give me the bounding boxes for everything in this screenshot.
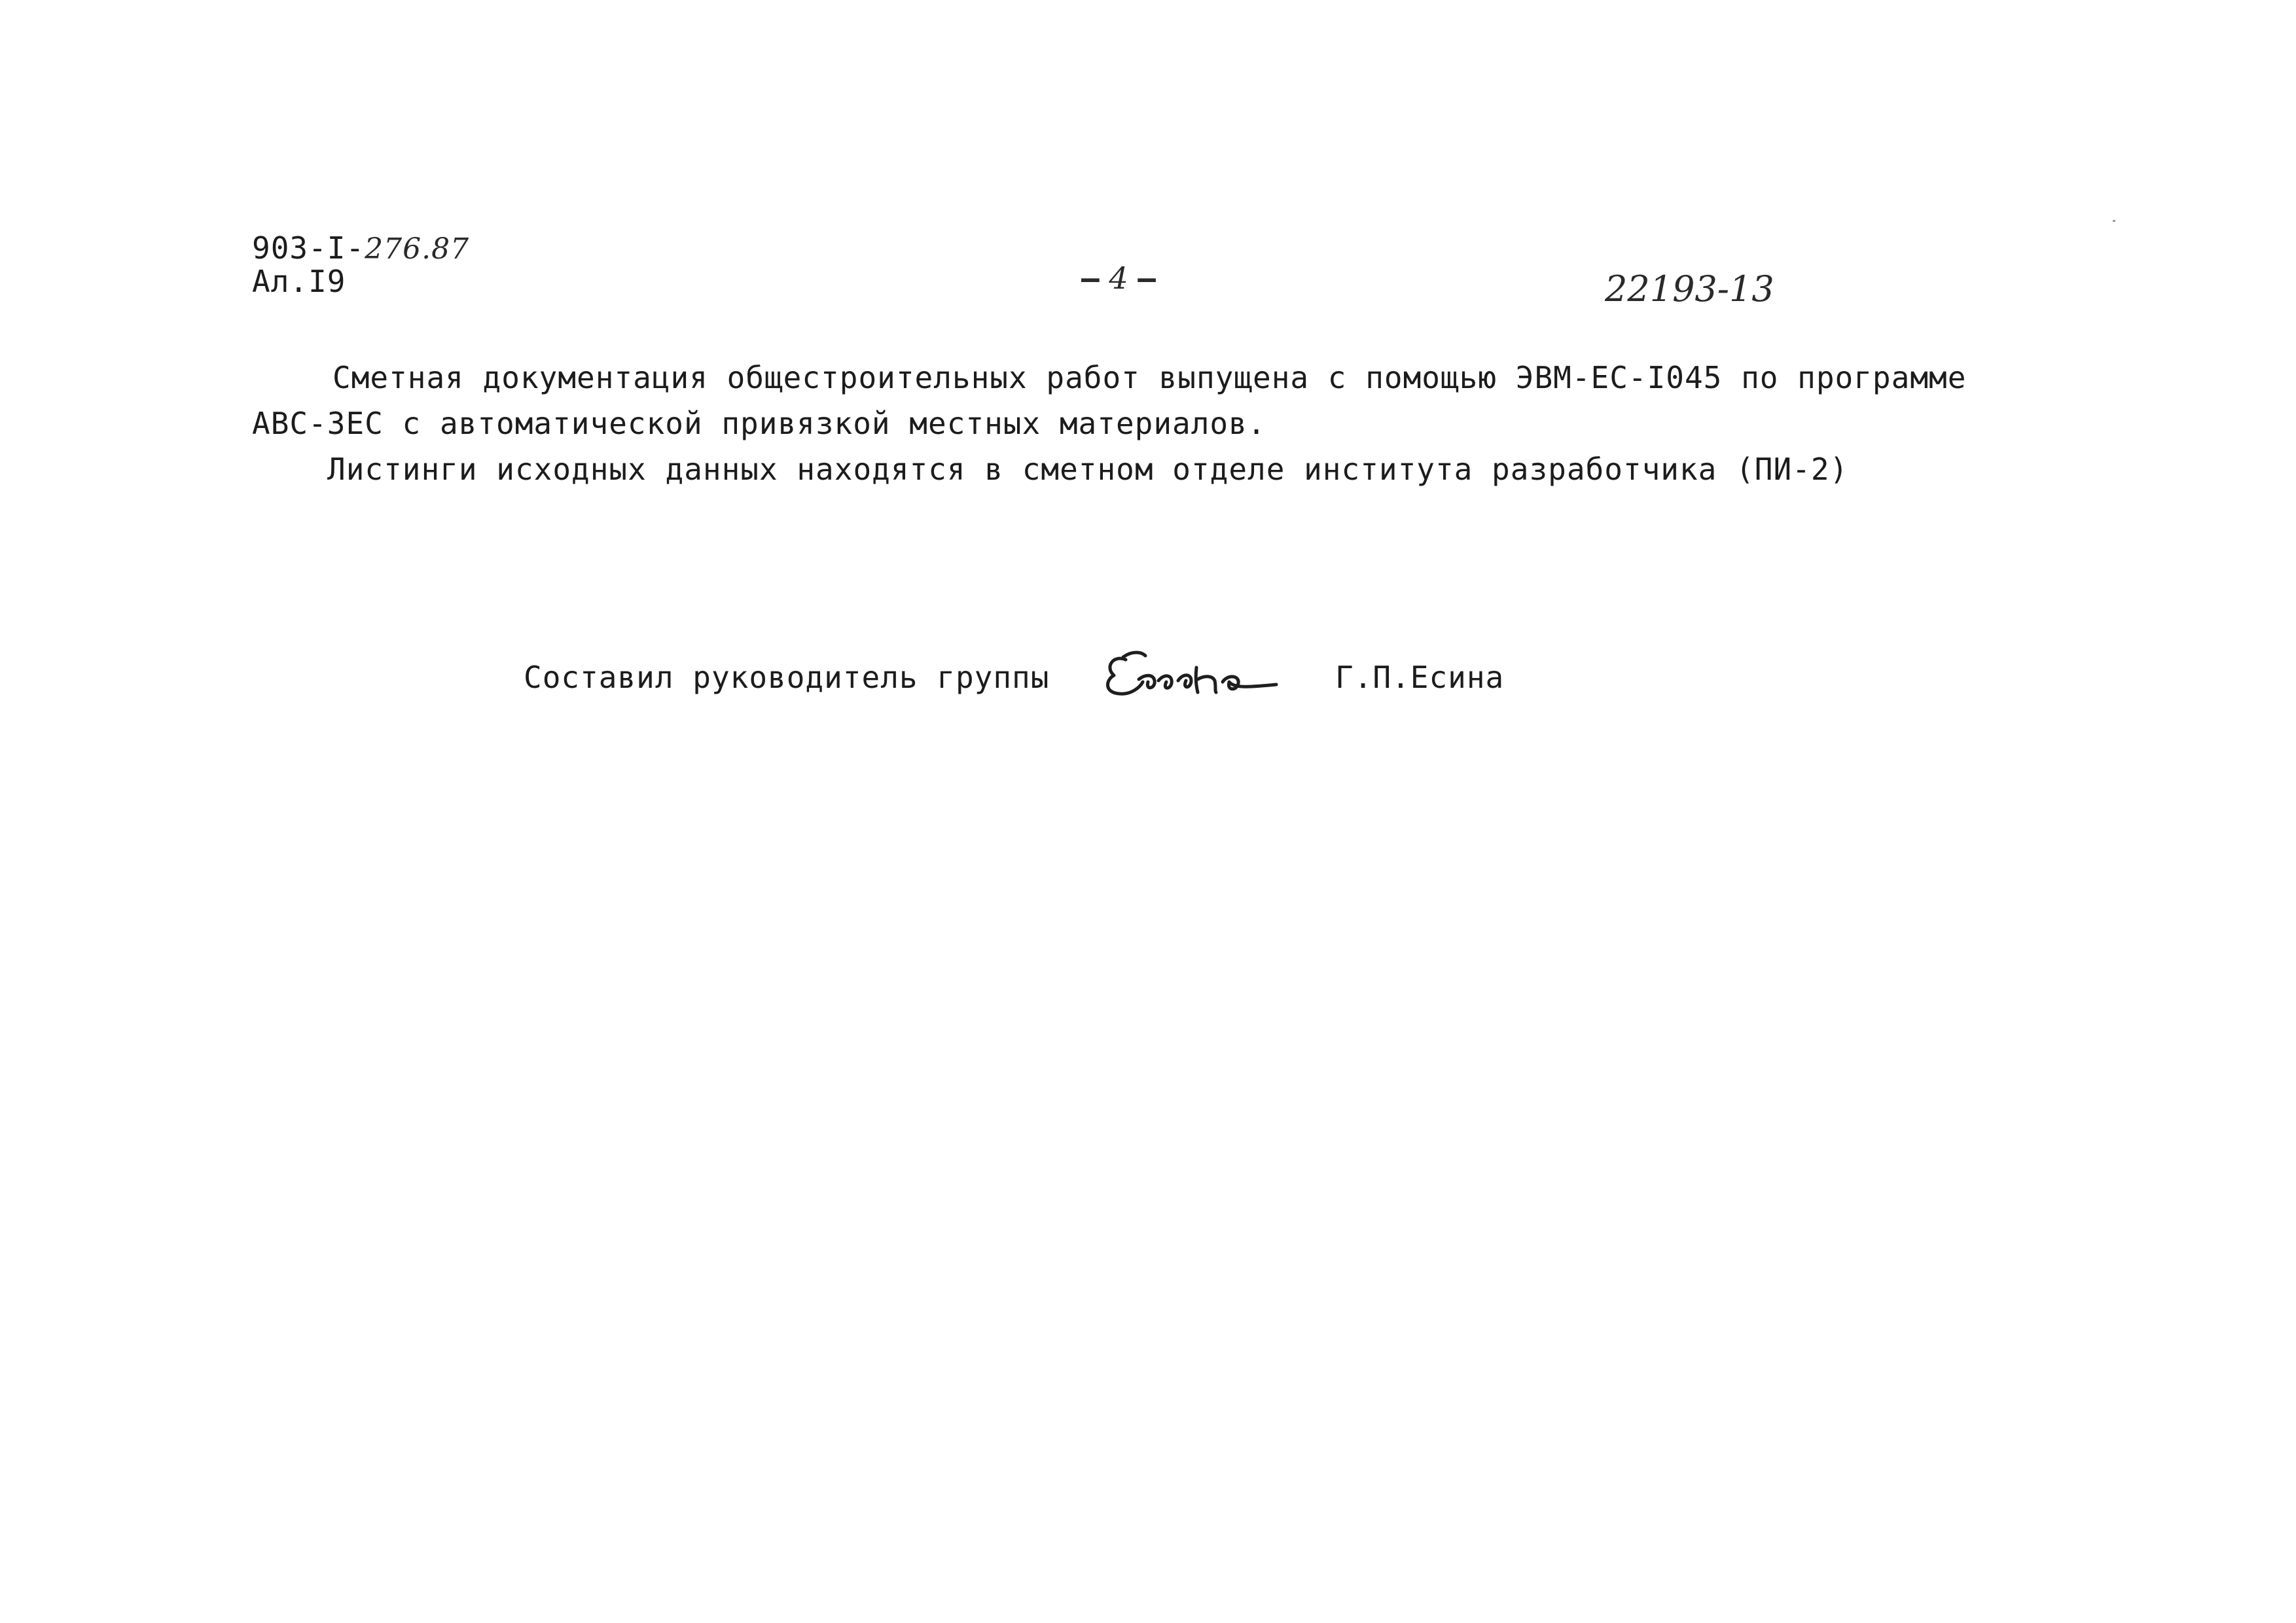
handwritten-signature: [1100, 641, 1296, 707]
archive-number: 22193-13: [1605, 268, 1774, 310]
paragraph-1-line-1: Сметная документация общестроительных работ выпущена с помощью ЭВМ-ЕС-I045 по программе: [332, 360, 1967, 395]
page-number-dash-left: –: [1081, 260, 1100, 296]
page-number: [1081, 260, 1156, 296]
document-code-handwritten: 276.87: [365, 232, 470, 266]
sheet-label: Ал.I9: [252, 264, 346, 299]
signatory-name: Г.П.Есина: [1335, 660, 1505, 695]
paragraph-1-line-2: АВС-ЗЕС с автоматической привязкой местных материалов.: [252, 406, 1266, 441]
paragraph-2: Листинги исходных данных находятся в сметном отделе института разработчика (ПИ-2): [327, 452, 1849, 487]
scan-speck: [2113, 220, 2115, 222]
page-number-value: 4: [1109, 260, 1128, 296]
document-code-typed: 903-I-: [252, 230, 365, 266]
document-code: [252, 230, 469, 266]
signature-label: Составил руководитель группы: [524, 660, 1050, 695]
page-number-dash-right: –: [1138, 260, 1156, 296]
